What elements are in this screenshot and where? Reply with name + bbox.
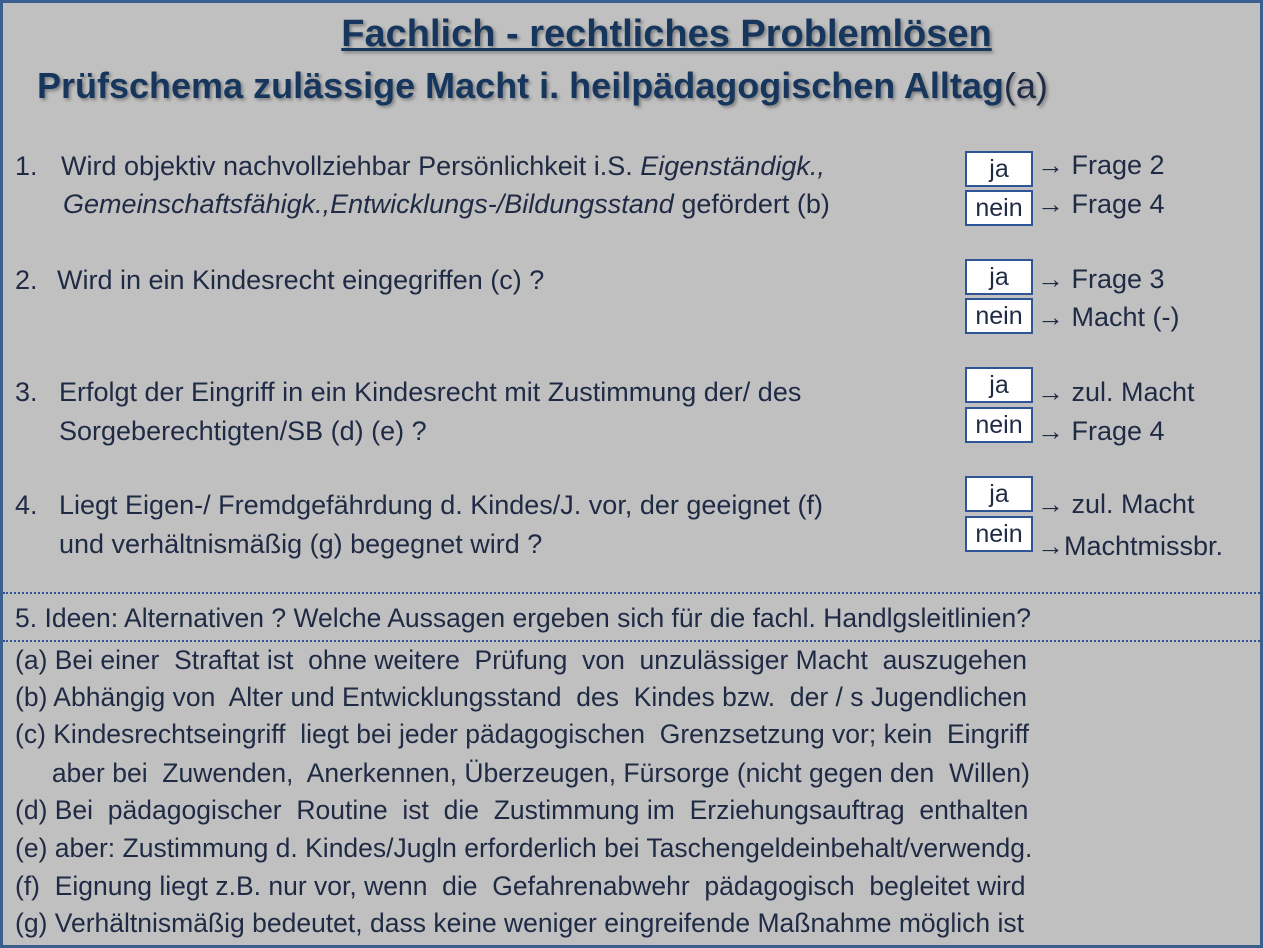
italic-text-part: Gemeinschaftsfähigk.,Entwicklungs-/Bildungsstand	[63, 189, 674, 219]
footnote-g: (g) Verhältnismäßig bedeutet, dass keine weniger eingreifende Maßnahme möglich ist	[15, 908, 1025, 938]
text-part: Wird objektiv nachvollziehbar Persönlichkeit i.S.	[61, 151, 641, 181]
footnote-a: (a) Bei einer Straftat ist ohne weitere Prüfung von unzulässiger Macht auszugehen	[15, 645, 1027, 675]
question-text-line1: Wird in ein Kindesrecht eingegriffen (c) ?	[57, 265, 545, 295]
footnote-f: (f) Eignung liegt z.B. nur vor, wenn die Gefahrenabwehr pädagogisch begleitet wird	[15, 871, 1026, 901]
question-text-line2	[63, 189, 830, 220]
footnote-d: (d) Bei pädagogischer Routine ist die Zustimmung im Erziehungsauftrag enthalten	[15, 795, 1029, 825]
ja-result-1: → Frage 2	[1037, 150, 1165, 180]
page-title: Fachlich - rechtliches Problemlösen	[341, 13, 992, 55]
footnote-c-continued: aber bei Zuwenden, Anerkennen, Überzeugen, Fürsorge (nicht gegen den Willen)	[15, 758, 1030, 788]
question-number: 3.	[15, 377, 38, 407]
ja-result-2: → Frage 3	[1037, 264, 1165, 294]
nein-result-2: → Macht (-)	[1037, 302, 1180, 332]
footnote-e: (e) aber: Zustimmung d. Kindes/Jugln erforderlich bei Taschengeldeinbehalt/verwendg.	[15, 833, 1033, 863]
answer-ja-box-4: ja	[965, 476, 1033, 512]
nein-result-3: → Frage 4	[1037, 416, 1165, 446]
text-part: gefördert (b)	[673, 189, 830, 219]
subtitle-footnote-ref: (a)	[1003, 65, 1048, 106]
dotted-separator-bottom	[3, 640, 1260, 642]
answer-nein-box-2: nein	[965, 298, 1033, 334]
page-subtitle	[37, 65, 1048, 107]
ja-result-4: → zul. Macht	[1037, 489, 1195, 519]
answer-ja-box-1: ja	[965, 151, 1033, 187]
question-number: 4.	[15, 490, 38, 520]
question-text-line1	[61, 151, 825, 182]
answer-nein-box-1: nein	[965, 190, 1033, 226]
answer-ja-box-2: ja	[965, 259, 1033, 295]
question-number: 1.	[15, 151, 38, 181]
question-5: 5. Ideen: Alternativen ? Welche Aussagen ergeben sich für die fachl. Handlgsleitlinien?	[15, 603, 1031, 633]
italic-text-part: Eigenständigk.,	[640, 151, 825, 181]
answer-nein-box-4: nein	[965, 516, 1033, 552]
footnote-c: (c) Kindesrechtseingriff liegt bei jeder pädagogischen Grenzsetzung vor; kein Eingriff	[15, 719, 1029, 749]
answer-ja-box-3: ja	[965, 367, 1033, 403]
question-text-line1: Liegt Eigen-/ Fremdgefährdung d. Kindes/J. vor, der geeignet (f)	[59, 490, 823, 520]
question-text-line2: Sorgeberechtigten/SB (d) (e) ?	[59, 416, 427, 446]
question-text-line2: und verhältnismäßig (g) begegnet wird ?	[59, 529, 543, 559]
footnote-b: (b) Abhängig von Alter und Entwicklungsstand des Kindes bzw. der / s Jugendlichen	[15, 682, 1028, 712]
ja-result-3: → zul. Macht	[1037, 377, 1195, 407]
question-number: 2.	[15, 265, 38, 295]
nein-result-1: → Frage 4	[1037, 189, 1165, 219]
question-text-line1: Erfolgt der Eingriff in ein Kindesrecht mit Zustimmung der/ des	[59, 377, 802, 407]
nein-result-4: →Machtmissbr.	[1037, 531, 1224, 561]
answer-nein-box-3: nein	[965, 407, 1033, 443]
dotted-separator-top	[3, 592, 1260, 594]
subtitle-text: Prüfschema zulässige Macht i. heilpädagogischen Alltag	[37, 65, 1004, 106]
